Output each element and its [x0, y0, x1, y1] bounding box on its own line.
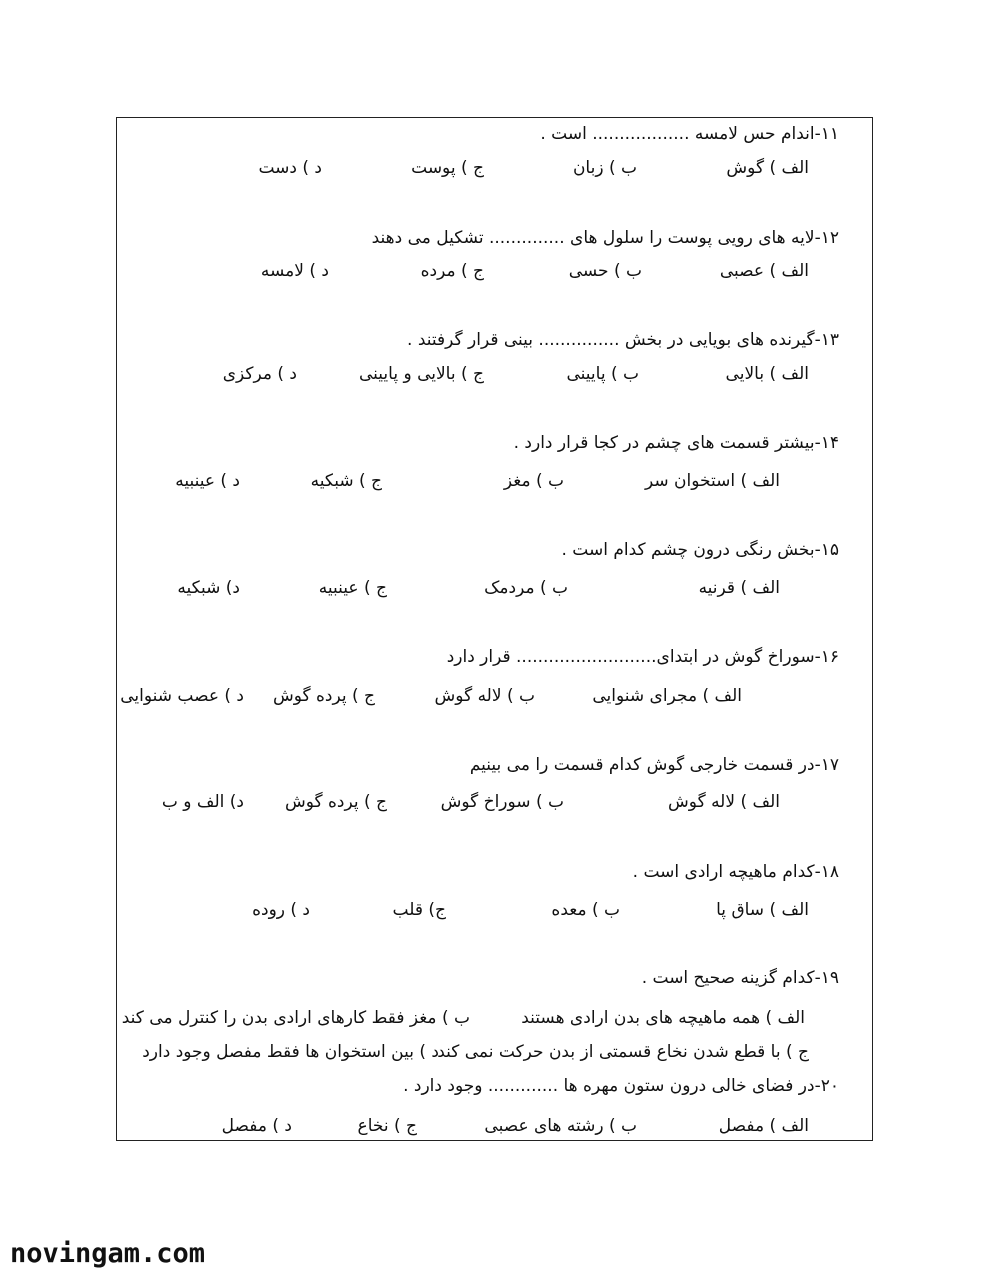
question-17-option-c: ج ) پرده گوش	[284, 792, 387, 812]
question-20-option-b: ب ) رشته های عصبی	[484, 1116, 637, 1136]
question-20-option-a: الف ) مفصل	[718, 1116, 809, 1136]
question-12-option-a: الف ) عصبی	[719, 261, 809, 281]
question-13-stem: ۱۳-گیرنده های بویایی در بخش ............... بینی قرار گرفتند .	[407, 330, 839, 350]
question-14-option-c: ج ) شبکیه	[310, 471, 382, 491]
question-18-stem: ۱۸-کدام ماهیچه ارادی است .	[632, 862, 839, 882]
question-15-option-d: د) شبکیه	[177, 578, 240, 598]
question-16-option-c: ج ) پرده گوش	[272, 686, 375, 706]
question-12-option-d: د ) لامسه	[260, 261, 329, 281]
question-13-option-a: الف ) بالایی	[725, 364, 809, 384]
question-16-option-d: د ) عصب شنوایی	[120, 686, 244, 706]
question-16-stem: ۱۶-سوراخ گوش در ابتدای.......................... قرار دارد	[446, 647, 839, 667]
site-watermark: novingam.com	[10, 1238, 206, 1269]
question-11-option-b: ب ) زبان	[572, 158, 637, 178]
question-14-stem: ۱۴-بیشتر قسمت های چشم در کجا قرار دارد .	[513, 433, 839, 453]
question-13-option-b: ب ) پایینی	[566, 364, 639, 384]
question-18-option-b: ب ) معده	[551, 900, 620, 920]
question-18-option-a: الف ) ساق پا	[716, 900, 809, 920]
question-15-stem: ۱۵-بخش رنگی درون چشم کدام است .	[561, 540, 839, 560]
question-19-option-d: د ) بین استخوان ها فقط مفصل وجود دارد	[142, 1042, 439, 1062]
question-17-stem: ۱۷-در قسمت خارجی گوش کدام قسمت را می بینیم	[469, 755, 839, 775]
question-18-option-d: د ) روده	[252, 900, 310, 920]
question-17-option-b: ب ) سوراخ گوش	[440, 792, 564, 812]
question-17-option-a: الف ) لاله گوش	[668, 792, 780, 812]
question-11-option-c: ج ) پوست	[411, 158, 484, 178]
question-11-option-a: الف ) گوش	[726, 158, 809, 178]
question-11-option-d: د ) دست	[258, 158, 322, 178]
question-16-option-b: ب ) لاله گوش	[434, 686, 535, 706]
question-15-option-b: ب ) مردمک	[484, 578, 568, 598]
question-13-option-c: ج ) بالایی و پایینی	[358, 364, 484, 384]
question-15-option-c: ج ) عینبیه	[318, 578, 387, 598]
question-14-option-b: ب ) مغز	[503, 471, 564, 491]
question-20-stem: ۲۰-در فضای خالی درون ستون مهره ها ............. وجود دارد .	[403, 1076, 839, 1096]
question-20-option-d: د ) مفصل	[221, 1116, 292, 1136]
question-16-option-a: الف ) مجرای شنوایی	[592, 686, 742, 706]
question-12-stem: ۱۲-لایه های رویی پوست را سلول های .............. تشکیل می دهند	[371, 228, 839, 248]
question-18-option-c: ج) قلب	[392, 900, 446, 920]
question-19-option-a: الف ) همه ماهیچه های بدن ارادی هستند	[521, 1008, 805, 1028]
question-19-option-c: ج ) با قطع شدن نخاع قسمتی از بدن حرکت نمی کند	[437, 1042, 809, 1062]
question-11-stem: ۱۱-اندام حس لامسه .................. است .	[540, 124, 839, 144]
question-15-option-a: الف ) قرنیه	[698, 578, 780, 598]
question-14-option-a: الف ) استخوان سر	[644, 471, 780, 491]
question-14-option-d: د ) عینبیه	[175, 471, 240, 491]
question-20-option-c: ج ) نخاع	[357, 1116, 417, 1136]
question-19-option-b: ب ) مغز فقط کارهای ارادی بدن را کنترل می کند	[121, 1008, 470, 1028]
question-13-option-d: د ) مرکزی	[222, 364, 297, 384]
question-17-option-d: د) الف و ب	[161, 792, 244, 812]
question-12-option-b: ب ) حسی	[568, 261, 642, 281]
question-12-option-c: ج ) مرده	[420, 261, 484, 281]
question-19-stem: ۱۹-کدام گزینه صحیح است .	[641, 968, 839, 988]
